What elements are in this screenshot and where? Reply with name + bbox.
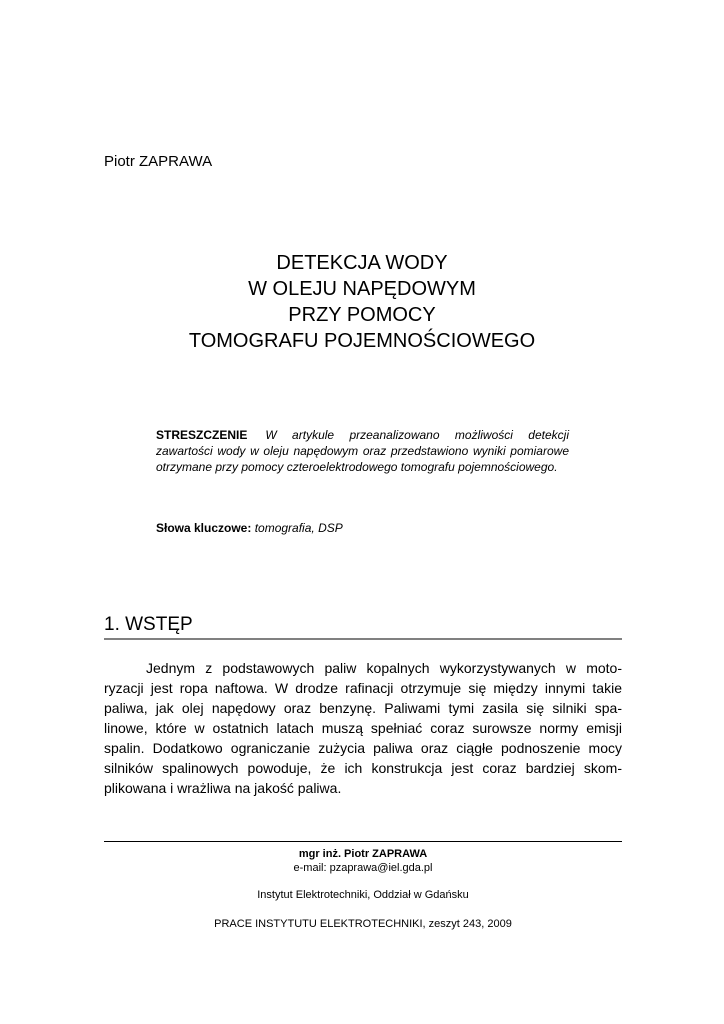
abstract xyxy=(156,427,569,475)
paragraph-line-text: Jednym z podstawowych paliw kopalnych wykorzystywanych w moto- xyxy=(146,660,622,676)
title-line: W OLEJU NAPĘDOWYM xyxy=(248,278,476,300)
paragraph-line: silników spalinowych powoduje, że ich konstrukcja jest coraz bardziej skom- xyxy=(104,760,622,776)
footer-author: mgr inż. Piotr ZAPRAWA xyxy=(298,848,428,860)
footer-email: e-mail: pzaprawa@iel.gda.pl xyxy=(293,862,433,874)
abstract-label: STRESZCZENIE xyxy=(156,428,248,442)
intro-paragraph xyxy=(104,658,622,798)
author-name: Piotr ZAPRAWA xyxy=(104,153,213,170)
title-line: DETEKCJA WODY xyxy=(276,252,448,274)
footer-journal: PRACE INSTYTUTU ELEKTROTECHNIKI, zeszyt 243, 2009 xyxy=(214,918,512,930)
paragraph-line: plikowana i wrażliwa na jakość paliwa. xyxy=(104,780,342,796)
keywords xyxy=(156,520,343,536)
title-line: TOMOGRAFU POJEMNOŚCIOWEGO xyxy=(188,330,536,352)
title-line: PRZY POMOCY xyxy=(288,304,436,326)
paragraph-line: spalin. Dodatkowo ograniczanie zużycia paliwa oraz ciągłe podnoszenie mocy xyxy=(104,740,622,756)
paragraph-line: ryzacji jest ropa naftowa. W drodze rafinacji otrzymuje się między innymi takie xyxy=(104,680,622,696)
abstract-text: W artykule przeanalizowano możliwości detekcji zawartości wody w oleju napędowym oraz przedstawiono wyniki pomiarowe otrzymane przy pomocy czteroelektrodowego tomografu pojemnościowego. xyxy=(156,428,569,474)
section-heading: 1. WSTĘP xyxy=(104,613,622,640)
paragraph-line xyxy=(104,658,622,678)
paragraph-line: linowe, które w ostatnich latach muszą spełniać coraz surowsze normy emisji xyxy=(104,720,622,736)
footer-divider xyxy=(104,841,622,842)
footer-institution: Instytut Elektrotechniki, Oddział w Gdańsku xyxy=(257,889,469,901)
keywords-value: tomografia, DSP xyxy=(254,521,343,535)
paper-title xyxy=(0,250,724,354)
keywords-label: Słowa kluczowe: xyxy=(156,521,252,535)
paragraph-line: paliwa, jak olej napędowy oraz benzynę. Paliwami tymi zasila się silniki spa- xyxy=(104,700,622,716)
